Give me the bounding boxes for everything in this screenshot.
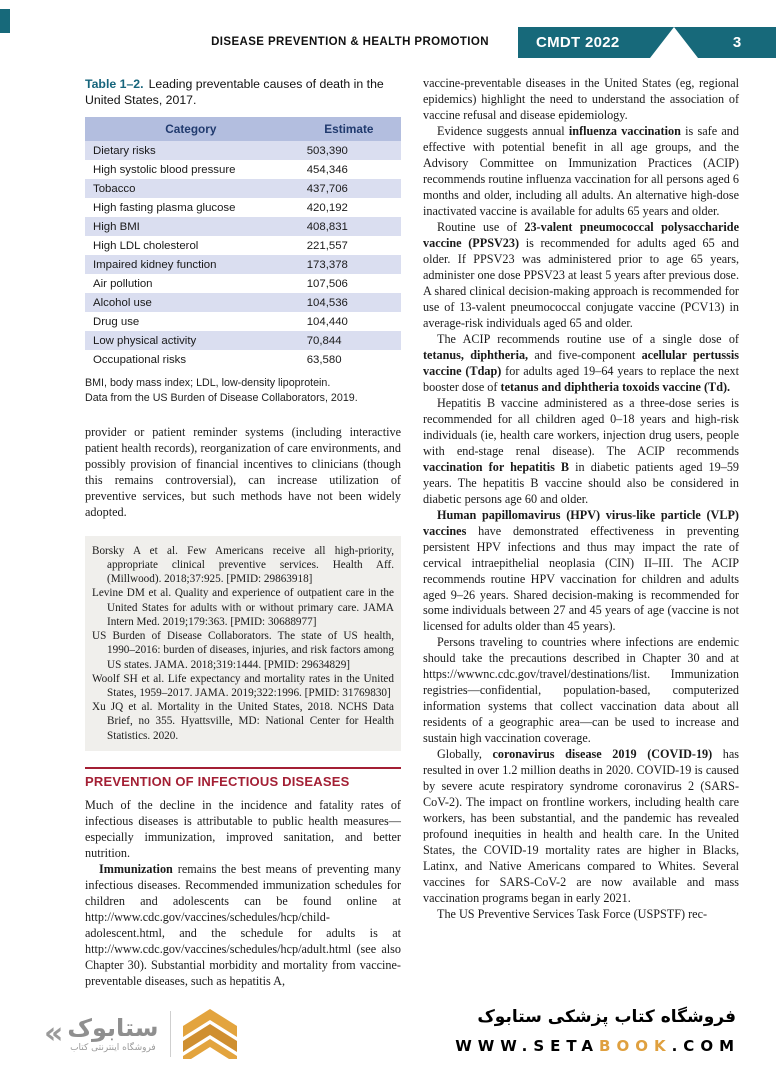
footer-watermark [0, 1001, 776, 1079]
table-row [85, 198, 401, 217]
logo-caption: فروشگاه اینترنتی کتاب [70, 1043, 156, 1054]
references-box [85, 536, 401, 751]
website-url [455, 1037, 740, 1055]
section-heading-prevention-of-infectious-diseases: PREVENTION OF INFECTIOUS DISEASES [85, 767, 401, 789]
left-column [85, 76, 401, 990]
right-column [423, 76, 739, 990]
page-content [85, 76, 739, 990]
chevrons-left-icon: « [44, 1016, 64, 1051]
running-head-title: DISEASE PREVENTION & HEALTH PROMOTION [211, 36, 489, 48]
table-header-row [85, 117, 401, 141]
category-cell: Air pollution [93, 277, 153, 290]
table-row [85, 179, 401, 198]
column-header-estimate: Estimate [297, 117, 401, 141]
category-cell: High fasting plasma glucose [93, 201, 236, 214]
store-name-text: فروشگاه کتاب پزشکی ستابوک [477, 1007, 736, 1027]
estimate-cell: 221,557 [306, 239, 348, 252]
url-highlight: BOOK [599, 1037, 672, 1055]
paragraph-immunization: Immunization remains the best means of preventing many infectious diseases. Recommended immunization schedules for children and adolescents can be found online at http://www.cdc.gov/vaccines/schedules/hcp/child-adolescent.html, and the schedule for adults is at http://www.cdc.gov/vaccines/schedules/hcp/adult.html (see also Chapter 30). Substantial morbidity and mortality from vaccine-preventable diseases, such as hepatitis A, [85, 861, 401, 988]
page-number: 3 [732, 34, 742, 51]
category-cell: Tobacco [93, 182, 136, 195]
category-cell: High BMI [93, 220, 140, 233]
table-footnote: BMI, body mass index; LDL, low-density lipoprotein. [85, 377, 331, 390]
table-row [85, 312, 401, 331]
logo-wordmark: ستابوک [67, 1013, 159, 1042]
category-cell: Drug use [93, 315, 140, 328]
book-emblem-icon [183, 1009, 237, 1059]
edition-label: CMDT 2022 [536, 34, 620, 51]
table-row [85, 274, 401, 293]
url-suffix: .COM [671, 1037, 740, 1055]
category-cell: High LDL cholesterol [93, 239, 199, 252]
paragraph-vaccine-refusal: vaccine-preventable diseases in the United States (eg, regional epidemics) highlight the need to understand the association of vaccine refusal and disease epidemiology. [423, 76, 739, 122]
logo-text-block [67, 1015, 158, 1053]
category-cell: Dietary risks [93, 144, 156, 157]
estimate-cell: 63,580 [306, 353, 342, 366]
estimate-cell: 104,440 [306, 315, 348, 328]
paragraph-covid-19: Globally, coronavirus disease 2019 (COVID-19) has resulted in over 1.2 million deaths in 2020. COVID-19 is caused by severe acute respiratory syndrome coronavirus 2 (SARS-CoV-2). The impact on frontline workers, including health care workers, has been substantial, and the pandemic has revealed profound inequities in health and health care. In the United States, the COVID-19 mortality rates are higher in Blacks, Latinx, and Native Americans compared to Whites. Several vaccines for SARS-CoV-2 are now available and mass vaccination programs began in early 2021. [423, 747, 740, 906]
paragraph-travel-immunization-registries: Persons traveling to countries where infections are endemic should take the precautions described in Chapter 30 and at https://wwwnc.cdc.gov/travel/destinations/list. Immunization registries—confidential, population-based, computerized information systems that collect vaccination data about all residents of a geographic area—can be used to increase and sustain high vaccination coverage. [423, 635, 739, 746]
estimate-cell: 70,844 [306, 334, 342, 347]
table-caption-text: Leading preventable causes of death in the United States, 2017. [85, 77, 384, 108]
table-caption [85, 76, 401, 108]
paragraph-care-utilization: provider or patient reminder systems (including interactive patient health records), reorganization of care environments, and possibly provision of financial incentives to clinicians (though this remains controversial), can increase utilization of preventive services, but such methods have not been widely adopted. [85, 424, 401, 519]
table-row [85, 350, 401, 369]
paragraph-influenza-vaccination: Evidence suggests annual influenza vaccination is safe and effective with potential benefit in all age groups, and the Advisory Committee on Immunization Practices (ACIP) recommends routine influenza vaccination for all persons aged 6 months and older, including all adults. An alternative high-dose inactivated vaccine is available for adults 65 years and older. [423, 123, 739, 218]
table-row [85, 217, 401, 236]
reference-item: US Burden of Disease Collaborators. The state of US health, 1990–2016: burden of diseases, injuries, and risk factors among US states. JAMA. 2018;319:1444. [PMID: 29634829] [92, 630, 394, 671]
estimate-cell: 107,506 [306, 277, 348, 290]
table-caption-label: Table 1–2. [85, 77, 144, 91]
estimate-cell: 437,706 [306, 182, 348, 195]
cmdt-edition-badge [518, 27, 776, 58]
column-header-category: Category [85, 117, 297, 141]
estimate-cell: 420,192 [306, 201, 348, 214]
paragraph-hepatitis-b-vaccine: Hepatitis B vaccine administered as a three-dose series is recommended for all children aged 0–18 years and high-risk individuals (ie, health care workers, injection drug users, people with end-stage renal disease). The ACIP recommends vaccination for hepatitis B in diabetic patients aged 19–59 years. The hepatitis B vaccine should also be considered in diabetic persons age 60 and older. [423, 395, 740, 506]
category-cell: Impaired kidney function [93, 258, 217, 271]
table-row [85, 331, 401, 350]
url-prefix: WWW.SETA [455, 1037, 600, 1055]
table-footnote: Data from the US Burden of Disease Collaborators, 2019. [85, 391, 358, 404]
paragraph-hpv-vaccines: Human papillomavirus (HPV) virus-like particle (VLP) vaccines have demonstrated effectiveness in preventing persistent HPV infections and thus may impact the rate of cervical intraepithelial neoplasia (CIN) II–III. The ACIP recommends routine HPV vaccination for children and adults aged 9–26 years. Shared decision-making is recommended for some individuals between 27 and 45 years of age (vaccine is not licensed for adults older than 45 years). [423, 507, 739, 634]
paragraph-tdap-vaccine: The ACIP recommends routine use of a single dose of tetanus, diphtheria, and five-component acellular pertussis vaccine (Tdap) for adults aged 19–64 years to replace the next booster dose of tetanus and diphtheria toxoids vaccine (Td). [423, 331, 739, 394]
category-cell: Occupational risks [93, 353, 187, 366]
estimate-cell: 503,390 [306, 144, 348, 157]
category-cell: High systolic blood pressure [93, 163, 236, 176]
estimate-cell: 173,378 [306, 258, 348, 271]
table-row [85, 236, 401, 255]
table-footnotes [85, 376, 401, 404]
reference-item: Levine DM et al. Quality and experience of outpatient care in the United States for adults with or without primary care. JAMA Intern Med. 2019;179:363. [PMID: 30688977] [92, 587, 394, 628]
estimate-cell: 104,536 [306, 296, 348, 309]
badge-notch-triangle-icon [650, 27, 698, 58]
category-cell: Low physical activity [93, 334, 197, 347]
category-cell: Alcohol use [93, 296, 152, 309]
reference-item: Xu JQ et al. Mortality in the United States, 2018. NCHS Data Brief, no 355. Hyattsville, MD: National Center for Health Statistics. 2020. [92, 701, 394, 742]
estimate-cell: 408,831 [306, 220, 348, 233]
paragraph-uspstf-continued: The US Preventive Services Task Force (USPSTF) rec- [437, 907, 708, 922]
setabook-logo [44, 1009, 237, 1059]
preventable-deaths-table [85, 117, 401, 369]
table-row [85, 255, 401, 274]
table-row [85, 160, 401, 179]
page-edge-tab [0, 9, 10, 33]
paragraph-public-health-measures: Much of the decline in the incidence and fatality rates of infectious diseases is attributable to public health measures—especially immunization, improved sanitation, and better nutrition. [85, 797, 401, 860]
estimate-cell: 454,346 [306, 163, 348, 176]
table-row [85, 141, 401, 160]
table-row [85, 293, 401, 312]
paragraph-pneumococcal-vaccine: Routine use of 23-valent pneumococcal polysaccharide vaccine (PPSV23) is recommended for adults aged 65 and older. If PPSV23 was administered prior to age 65 years, administer one dose PPSV23 at least 5 years after previous dose. A shared clinical decision-making approach is recommended for use of 13-valent pneumococcal conjugate vaccine (PCV13) in average-risk individuals aged 65 and older. [423, 219, 739, 330]
reference-item: Woolf SH et al. Life expectancy and mortality rates in the United States, 1959–2017. JAMA. 2019;322:1996. [PMID: 31769830] [92, 672, 394, 699]
reference-item: Borsky A et al. Few Americans receive all high-priority, appropriate clinical preventive services. Health Aff. (Millwood). 2018;37:925. [PMID: 29863918] [92, 544, 394, 586]
logo-divider [170, 1011, 171, 1057]
